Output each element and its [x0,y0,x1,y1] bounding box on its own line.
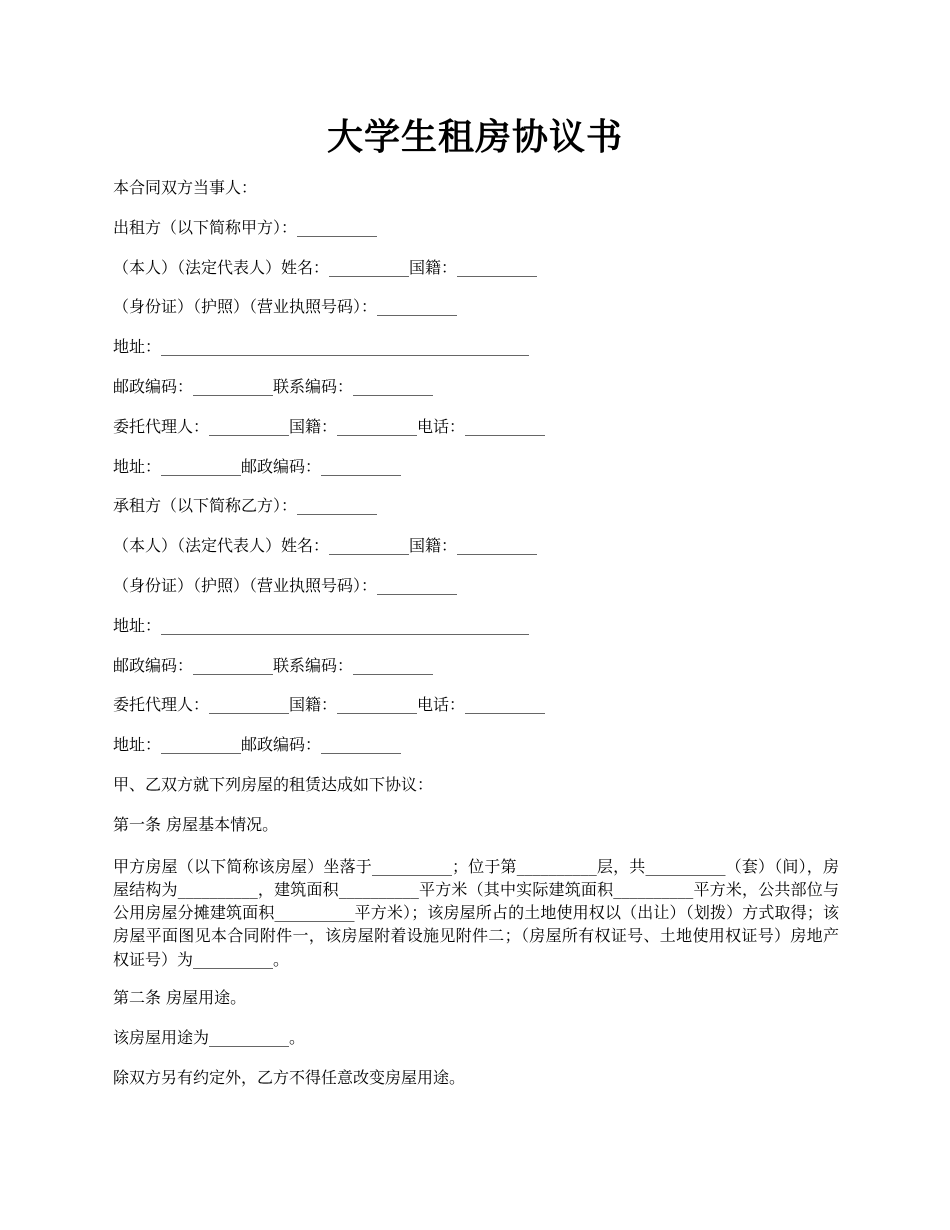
lessee-name-nationality: （本人）（法定代表人）姓名：__________国籍：__________ [113,536,538,556]
lessor-name-nationality: （本人）（法定代表人）姓名：__________国籍：__________ [113,257,538,277]
lessor-agent: 委托代理人：__________国籍：__________电话：__________ [113,416,546,436]
article-2-restriction: 除双方另有约定外，乙方不得任意改变房屋用途。 [113,1067,466,1087]
lessor-agent-address: 地址：__________邮政编码：__________ [113,456,402,476]
document-body [113,178,839,1107]
lessor-line: 出租方（以下简称甲方）：__________ [113,217,378,237]
article-1-heading: 第一条 房屋基本情况。 [113,814,279,834]
document-title: 大学生租房协议书 [326,116,623,158]
lessee-postal-contact: 邮政编码：__________联系编码：__________ [113,655,434,675]
article-2-heading: 第二条 房屋用途。 [113,988,247,1008]
article-1-paragraph: 甲方房屋（以下简称该房屋）坐落于__________；位于第__________层，共__________（套）（间），房屋结构为__________，建筑面积__________平方米（其中实际建筑面积__________平方米，公共部位与公用房屋分摊建筑面积__________平方米）；该房屋所占的土地使用权以（出让）（划拨）方式取得；该房屋平面图见本合同附件一，该房屋附着设施见附件二；（房屋所有权证号、土地使用权证号）房地产权证号）为__________。 [113,856,839,969]
lessee-id-number: （身份证）（护照）（营业执照号码）：__________ [113,575,458,595]
lessor-address: 地址：______________________________________________ [113,337,530,357]
lessee-address: 地址：______________________________________________ [113,615,530,635]
article-2-usage: 该房屋用途为__________。 [113,1027,306,1047]
agreement-intro: 甲、乙双方就下列房屋的租赁达成如下协议： [113,774,434,794]
lessee-agent-address: 地址：__________邮政编码：__________ [113,735,402,755]
lessor-postal-contact: 邮政编码：__________联系编码：__________ [113,376,434,396]
lessee-agent: 委托代理人：__________国籍：__________电话：__________ [113,695,546,715]
lessor-id-number: （身份证）（护照）（营业执照号码）：__________ [113,297,458,317]
parties-intro: 本合同双方当事人： [113,178,258,197]
lessee-line: 承租方（以下简称乙方）：__________ [113,496,378,516]
